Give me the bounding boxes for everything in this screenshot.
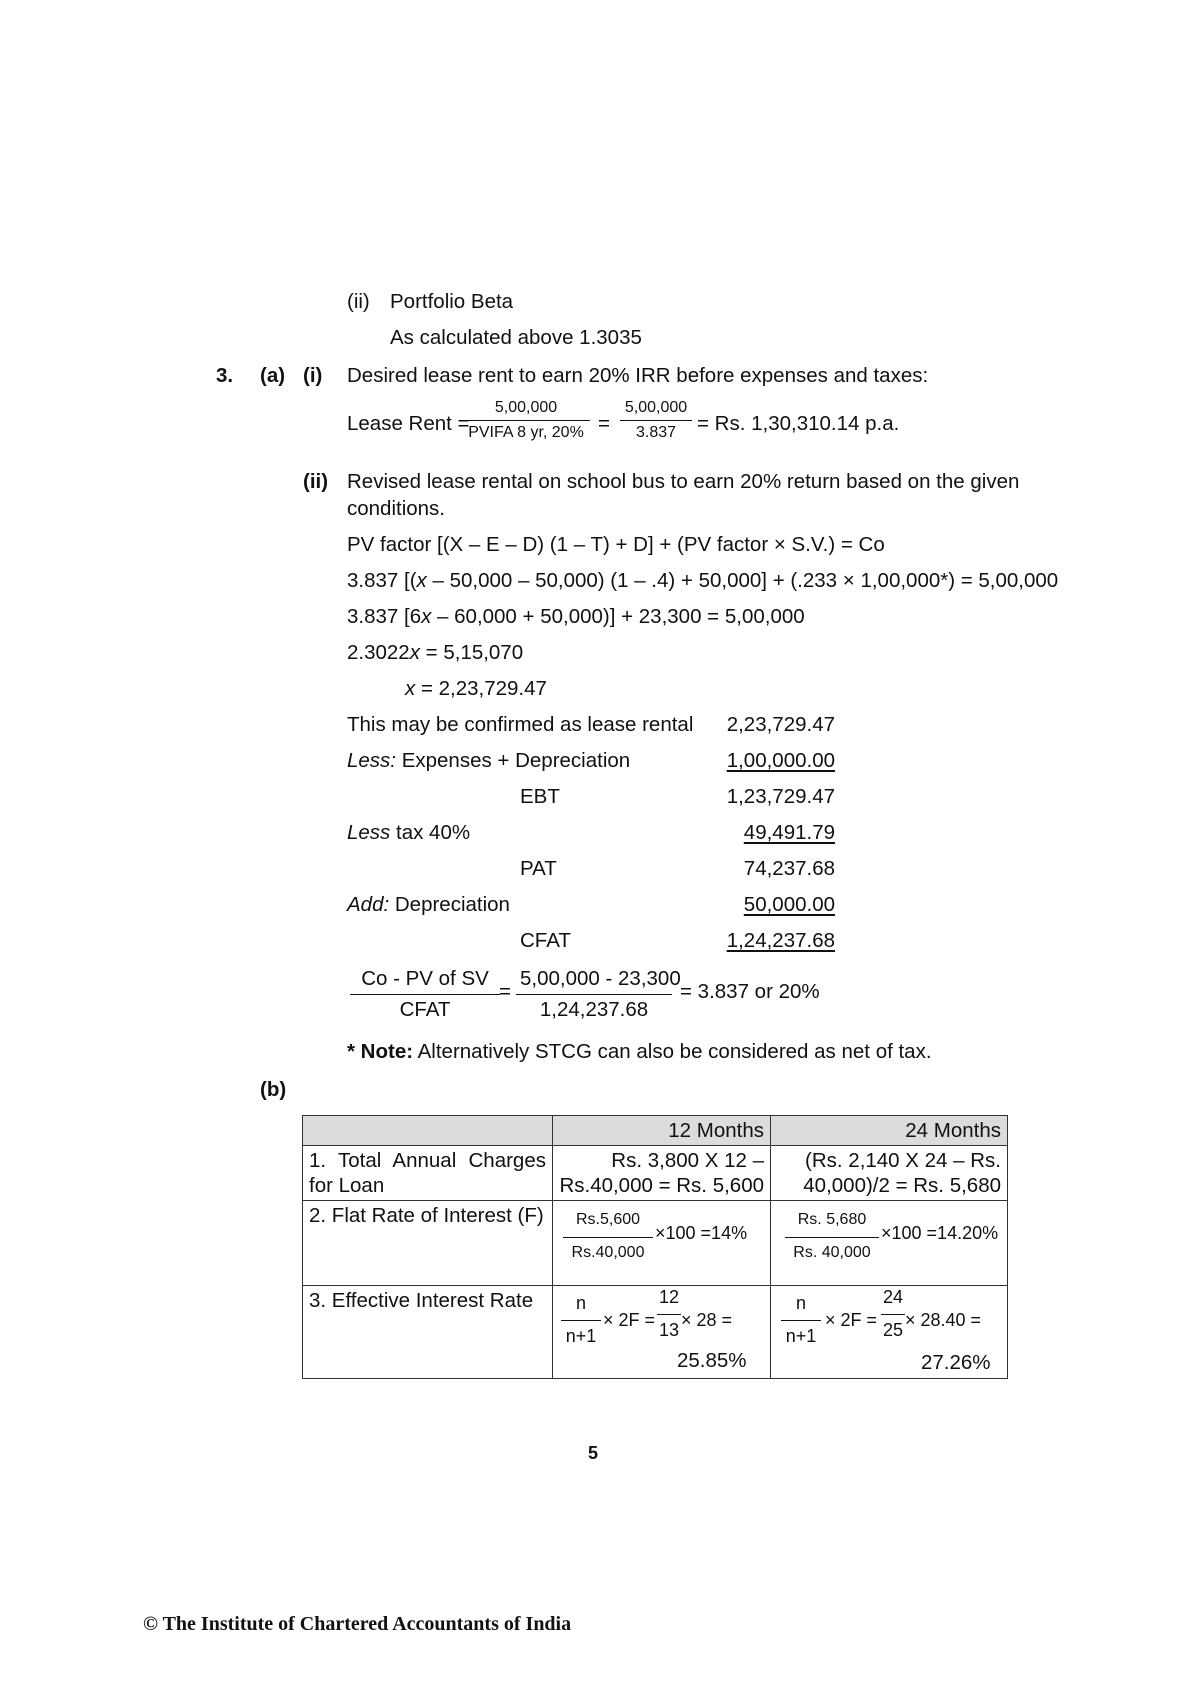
lease-fraction-2	[620, 399, 692, 442]
check-fraction-2-denominator: 1,24,237.68	[539, 998, 649, 1021]
row3-12-mid: × 2F =	[603, 1310, 656, 1330]
part-i-label: (i)	[303, 364, 323, 387]
part-ii-label: (ii)	[303, 470, 329, 493]
lease-fraction-1	[462, 399, 590, 442]
row3-12-fraction: 12 13	[658, 1287, 680, 1340]
equation-4: 2.3022x = 5,15,070	[347, 641, 524, 664]
row3-24-fraction: 24 25	[882, 1287, 904, 1340]
check-fraction-1-numerator: Co - PV of SV	[350, 967, 500, 995]
row1-24-months: (Rs. 2,140 X 24 – Rs. 40,000)/2 = Rs. 5,680	[771, 1146, 1008, 1201]
question-number: 3.	[216, 364, 234, 387]
lease-rent-label: Lease Rent =	[347, 412, 470, 435]
row2-12-fraction: Rs.5,600 Rs.40,000	[563, 1209, 653, 1264]
calc-row-1-value: 2,23,729.47	[726, 713, 835, 736]
check-fraction-2-numerator: 5,00,000 - 23,300	[516, 967, 672, 995]
equation-5: x = 2,23,729.47	[405, 677, 547, 700]
row2-12-result: ×100 =14%	[655, 1223, 748, 1243]
lease-equals: =	[598, 412, 610, 435]
calc-row-2-value: 1,00,000.00	[726, 749, 835, 772]
row3-label: 3. Effective Interest Rate	[303, 1286, 553, 1379]
table-row	[303, 1201, 1008, 1286]
row3-24-tail: × 28.40 =	[905, 1310, 982, 1330]
calc-row-6-label: Add: Depreciation	[347, 893, 510, 916]
calc-row-3-value: 1,23,729.47	[726, 785, 835, 808]
row2-24-months	[771, 1201, 1008, 1286]
row2-12-months	[553, 1201, 771, 1286]
lease-fraction-2-numerator: 5,00,000	[620, 399, 692, 421]
row3-24-mid: × 2F =	[825, 1310, 878, 1330]
calc-row-5-label: PAT	[520, 857, 557, 880]
part-ii-text-line1: Revised lease rental on school bus to earn 20% return based on the given	[347, 470, 1020, 493]
part-ii-text-line2: conditions.	[347, 497, 446, 520]
calc-row-3-label: EBT	[520, 785, 560, 808]
table-row	[303, 1286, 1008, 1379]
check-equals: =	[499, 980, 511, 1003]
table-header-row	[303, 1116, 1008, 1146]
row1-label: 1. Total Annual Charges for Loan	[303, 1146, 553, 1201]
equation-3: 3.837 [6x – 60,000 + 50,000)] + 23,300 = 5,00,000	[347, 605, 805, 628]
footer-copyright: © The Institute of Chartered Accountants of India	[143, 1613, 572, 1635]
loan-comparison-table	[302, 1115, 1008, 1379]
row3-24-months	[771, 1286, 1008, 1379]
sub-title: Portfolio Beta	[390, 290, 514, 313]
row2-24-fraction: Rs. 5,680 Rs. 40,000	[785, 1209, 879, 1264]
row1-12-months: Rs. 3,800 X 12 – Rs.40,000 = Rs. 5,600	[553, 1146, 771, 1201]
check-fraction-2	[516, 967, 681, 1022]
row3-24-n-fraction: n n+1	[781, 1292, 821, 1347]
page-number: 5	[588, 1443, 599, 1463]
sub-number: (ii)	[347, 290, 370, 313]
table-row	[303, 1146, 1008, 1201]
calc-row-2-label: Less: Expenses + Depreciation	[347, 749, 631, 772]
check-fraction-1-denominator: CFAT	[399, 998, 451, 1021]
equation-1: PV factor [(X – E – D) (1 – T) + D] + (PV factor × S.V.) = Co	[347, 533, 885, 556]
calc-row-6-value: 50,000.00	[743, 893, 835, 916]
part-i-text: Desired lease rent to earn 20% IRR before expenses and taxes:	[347, 364, 929, 387]
table-header-empty	[303, 1116, 553, 1146]
calc-row-7-value: 1,24,237.68	[726, 929, 835, 952]
part-a-label: (a)	[260, 364, 286, 387]
calc-row-4-value: 49,491.79	[743, 821, 835, 844]
calc-row-7-label: CFAT	[520, 929, 571, 952]
row3-12-result: 25.85%	[677, 1349, 747, 1372]
lease-fraction-2-denominator: 3.837	[635, 424, 677, 441]
row3-24-result: 27.26%	[921, 1351, 991, 1374]
row3-12-tail: × 28 =	[681, 1310, 733, 1330]
calc-row-4-label: Less tax 40%	[347, 821, 471, 844]
lease-fraction-1-denominator: PVIFA 8 yr, 20%	[468, 424, 584, 441]
lease-fraction-1-numerator: 5,00,000	[462, 399, 590, 421]
lease-result: = Rs. 1,30,310.14 p.a.	[697, 412, 900, 435]
part-b-label: (b)	[260, 1078, 287, 1101]
row3-12-n-fraction: n n+1	[561, 1292, 601, 1347]
row3-12-months	[553, 1286, 771, 1379]
row2-label: 2. Flat Rate of Interest (F)	[303, 1201, 553, 1286]
calc-row-1-label: This may be confirmed as lease rental	[347, 713, 694, 736]
calc-row-5-value: 74,237.68	[743, 857, 835, 880]
table-header-24-months: 24 Months	[771, 1116, 1008, 1146]
portfolio-beta-text: As calculated above 1.3035	[390, 326, 642, 349]
check-fraction-1	[350, 967, 500, 1022]
check-result: = 3.837 or 20%	[680, 980, 820, 1003]
equation-2: 3.837 [(x – 50,000 – 50,000) (1 – .4) + 50,000] + (.233 × 1,00,000*) = 5,00,000	[347, 569, 1059, 592]
note: * Note: Alternatively STCG can also be considered as net of tax.	[347, 1040, 932, 1063]
table-header-12-months: 12 Months	[553, 1116, 771, 1146]
row2-24-result: ×100 =14.20%	[881, 1223, 999, 1243]
